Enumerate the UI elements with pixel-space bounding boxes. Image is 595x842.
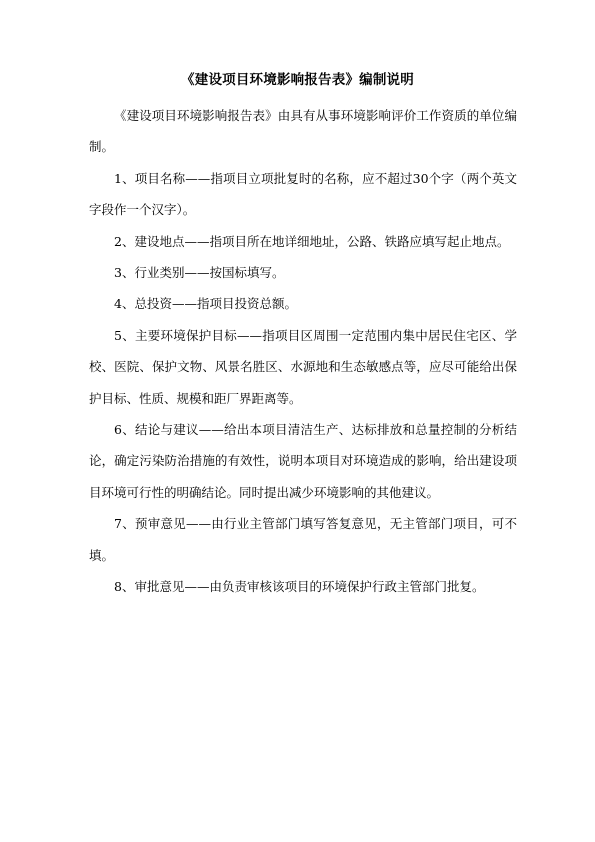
item-paragraph-6: 6、结论与建议——给出本项目清洁生产、达标排放和总量控制的分析结论，确定污染防治措施的有效性，说明本项目对环境造成的影响，给出建设项目环境可行性的明确结论。同时提出减少环境影响的其他建议。 [89,422,517,500]
document-body [89,100,517,603]
item-paragraph-1: 1、项目名称——指项目立项批复时的名称，应不超过30个字（两个英文字段作一个汉字）。 [89,170,517,218]
item-paragraph-2: 2、建设地点——指项目所在地详细地址，公路、铁路应填写起止地点。 [114,233,510,249]
item-paragraph-7: 7、预审意见——由行业主管部门填写答复意见，无主管部门项目，可不填。 [89,516,517,563]
item-paragraph-8: 8、审批意见——由负责审核该项目的环境保护行政主管部门批复。 [114,579,485,595]
intro-paragraph: 《建设项目环境影响报告表》由具有从事环境影响评价工作资质的单位编制。 [89,108,517,155]
document-title: 《建设项目环境影响报告表》编制说明 [181,72,414,88]
item-paragraph-5: 5、主要环境保护目标——指项目区周围一定范围内集中居民住宅区、学校、医院、保护文物、风景名胜区、水源地和生态敏感点等，应尽可能给出保护目标、性质、规模和距厂界距离等。 [89,327,517,406]
item-paragraph-3: 3、行业类别——按国标填写。 [114,265,285,281]
item-paragraph-4: 4、总投资——指项目投资总额。 [114,296,297,312]
